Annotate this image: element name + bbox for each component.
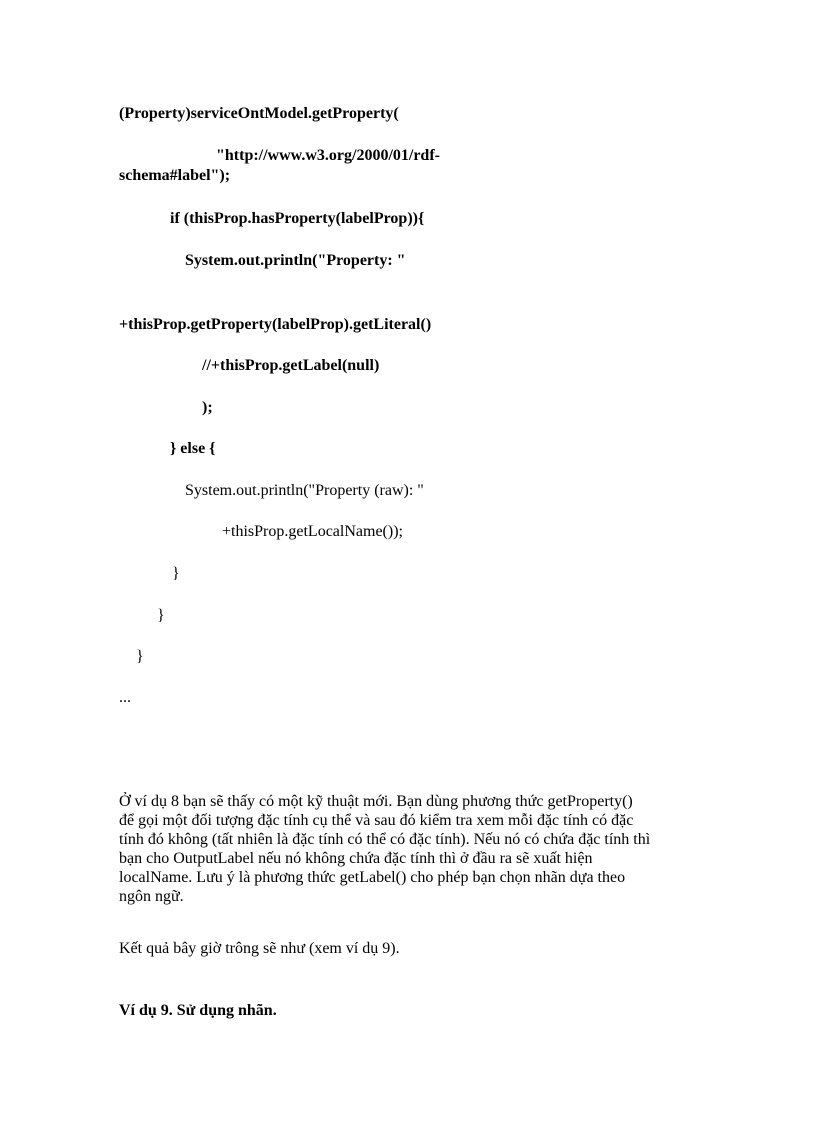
code-line-6: +thisProp.getProperty(labelProp).getLiteral() xyxy=(119,316,432,333)
code-line-7: //+thisProp.getLabel(null) xyxy=(202,357,380,374)
result-sentence: Kết quả bây giờ trông sẽ như (xem ví dụ 9). xyxy=(119,940,400,957)
code-line-1: (Property)serviceOntModel.getProperty( xyxy=(119,105,399,122)
example-heading: Ví dụ 9. Sử dụng nhãn. xyxy=(119,1002,277,1019)
code-line-11: +thisProp.getLocalName()); xyxy=(222,523,403,540)
code-line-2: "http://www.w3.org/2000/01/rdf- xyxy=(216,147,440,164)
code-line-13: } xyxy=(157,607,165,624)
paragraph-line: Ở ví dụ 8 bạn sẽ thấy có một kỹ thuật mới. Bạn dùng phương thức getProperty() xyxy=(119,793,633,810)
paragraph-line: localName. Lưu ý là phương thức getLabel() cho phép bạn chọn nhãn dựa theo xyxy=(119,869,626,886)
code-line-5: System.out.println("Property: " xyxy=(185,252,406,269)
code-line-3: schema#label"); xyxy=(119,167,231,184)
code-line-8: ); xyxy=(202,399,213,416)
explanation-paragraph xyxy=(119,792,719,906)
paragraph-line: ngôn ngữ. xyxy=(119,888,184,905)
code-line-15: ... xyxy=(119,689,131,706)
paragraph-line: bạn cho OutputLabel nếu nó không chứa đặc tính thì ở đầu ra sẽ xuất hiện xyxy=(119,850,593,867)
code-line-10: System.out.println("Property (raw): " xyxy=(185,482,424,499)
code-line-14: } xyxy=(136,648,144,665)
code-line-4: if (thisProp.hasProperty(labelProp)){ xyxy=(170,210,425,227)
paragraph-line: để gọi một đối tượng đặc tính cụ thể và sau đó kiểm tra xem mỗi đặc tính có đặc xyxy=(119,812,634,829)
paragraph-line: tính đó không (tất nhiên là đặc tính có thể có đặc tính). Nếu nó có chứa đặc tính thì xyxy=(119,831,651,848)
code-line-9: } else { xyxy=(170,440,216,457)
code-line-12: } xyxy=(172,565,180,582)
